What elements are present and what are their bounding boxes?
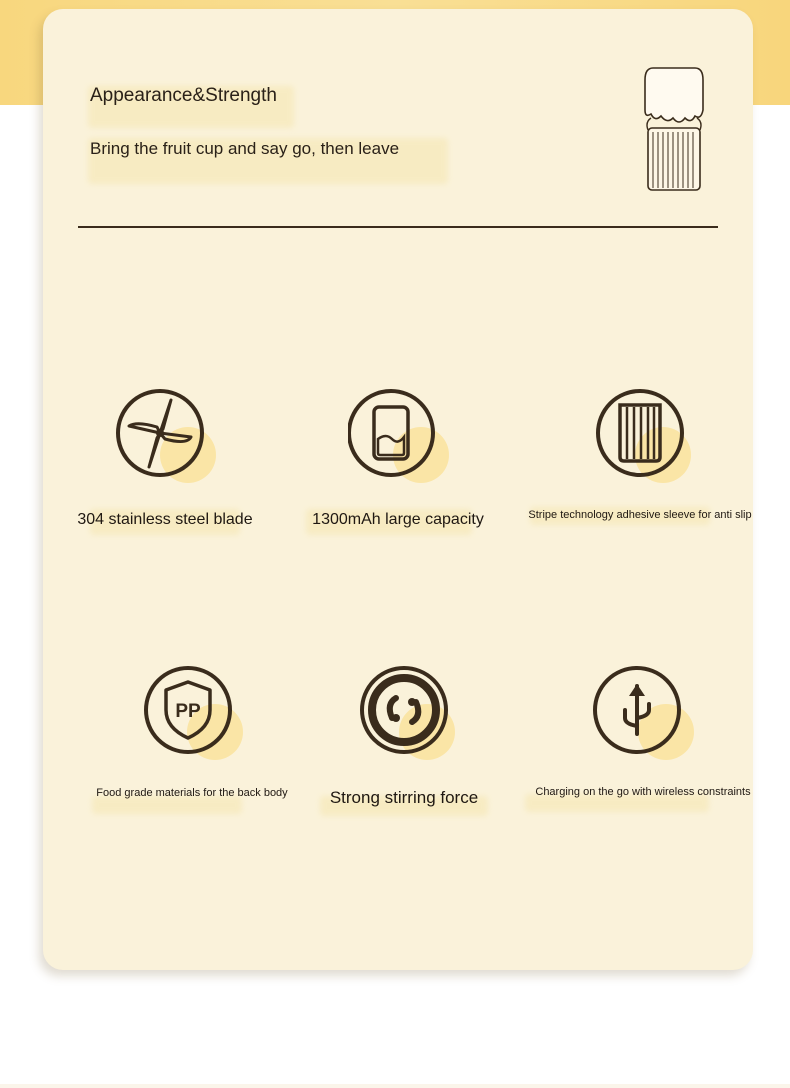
feature-item: [523, 660, 763, 798]
pp-shield-icon: [142, 660, 242, 760]
bottom-edge: [0, 1084, 790, 1088]
feature-label: Food grade materials for the back body: [96, 787, 288, 799]
svg-text:PP: PP: [175, 701, 201, 722]
stripe-sleeve-icon: [590, 383, 690, 483]
feature-label: Strong stirring force: [329, 788, 479, 807]
feature-item: [45, 383, 285, 528]
blade-icon: [115, 383, 215, 483]
feature-label: Charging on the go with wireless constraints: [535, 786, 751, 798]
blender-cup-icon: [641, 66, 707, 194]
feature-item: [284, 660, 524, 807]
section-divider: [78, 226, 718, 228]
feature-label: Stripe technology adhesive sleeve for anti slip: [528, 509, 752, 521]
feature-item: [520, 383, 760, 521]
page-title: Appearance&Strength: [90, 85, 277, 106]
page-subtitle: Bring the fruit cup and say go, then leave: [90, 139, 400, 158]
feature-label: 304 stainless steel blade: [77, 511, 253, 528]
usb-icon: [593, 660, 693, 760]
feature-item: [72, 660, 312, 799]
feature-item: [278, 383, 518, 528]
stirring-icon: [354, 660, 454, 760]
cup-capacity-icon: [348, 383, 448, 483]
feature-label: 1300mAh large capacity: [312, 511, 484, 528]
